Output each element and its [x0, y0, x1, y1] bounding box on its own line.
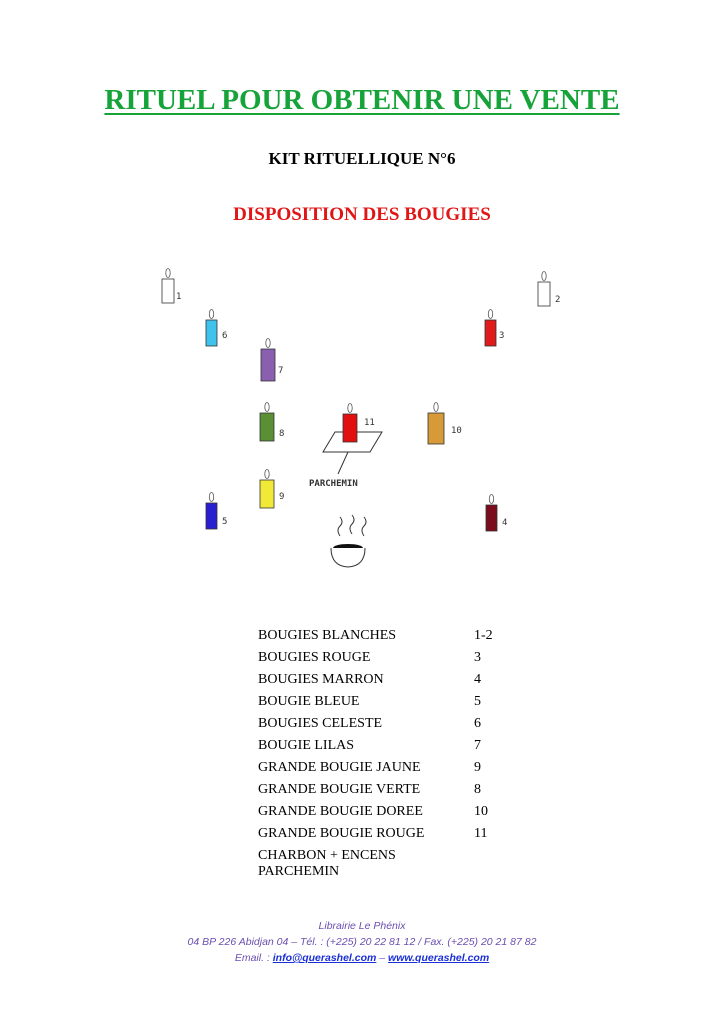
legend-number: 3 — [474, 650, 481, 665]
candle-number-label: 4 — [502, 518, 508, 528]
legend-number: 7 — [474, 738, 481, 753]
legend-row — [258, 647, 518, 669]
kit-subtitle: KIT RITUELLIQUE N°6 — [268, 149, 456, 168]
candle-body — [485, 320, 496, 346]
flame-icon — [265, 403, 269, 412]
candle-4 — [486, 495, 507, 532]
legend-number: 4 — [474, 672, 481, 687]
footer-email-prefix: Email. : — [234, 952, 273, 964]
legend-name: GRANDE BOUGIE DOREE — [258, 804, 423, 819]
candle-number-label: 3 — [499, 331, 505, 341]
flame-icon — [209, 493, 213, 502]
candle-body — [162, 279, 174, 303]
candle-6 — [206, 310, 227, 347]
candle-body — [260, 480, 274, 508]
candle-body — [486, 505, 497, 531]
footer-separator: – — [376, 952, 389, 964]
incense-bowl-icon — [331, 515, 366, 567]
candle-5 — [206, 493, 227, 530]
legend-number: 5 — [474, 694, 481, 709]
candle-11 — [343, 404, 375, 443]
legend-row — [258, 845, 518, 880]
document-title: RITUEL POUR OBTENIR UNE VENTE — [104, 84, 620, 116]
legend-number: 6 — [474, 716, 481, 731]
legend-name: BOUGIES CELESTE — [258, 716, 383, 731]
candle-7 — [261, 339, 283, 382]
candle-1 — [162, 269, 181, 304]
candle-number-label: 11 — [364, 418, 375, 428]
footer-contact — [0, 950, 724, 966]
parchment-label: PARCHEMIN — [309, 479, 358, 489]
legend-number — [408, 845, 452, 880]
legend-name: BOUGIES MARRON — [258, 672, 384, 687]
candle-body — [261, 349, 275, 381]
candle-9 — [260, 470, 284, 509]
flame-icon — [209, 310, 213, 319]
legend-number: 11 — [474, 826, 488, 841]
legend-name: CHARBON + ENCENS PARCHEMIN — [258, 848, 396, 879]
legend-name: BOUGIE BLEUE — [258, 694, 360, 709]
flame-icon — [542, 272, 546, 281]
candle-body — [206, 320, 217, 346]
email-link[interactable]: info@querashel.com — [272, 952, 377, 964]
flame-icon — [489, 495, 493, 504]
legend-row — [258, 735, 518, 757]
legend-number: 10 — [474, 804, 488, 819]
legend-name: GRANDE BOUGIE ROUGE — [258, 826, 425, 841]
candle-number-label: 1 — [176, 292, 182, 302]
legend-name: BOUGIES ROUGE — [258, 650, 371, 665]
candle-legend — [258, 625, 518, 880]
candle-number-label: 7 — [278, 366, 284, 376]
legend-name: BOUGIE LILAS — [258, 738, 355, 753]
candle-number-label: 9 — [279, 492, 285, 502]
candle-2 — [538, 272, 560, 307]
candle-body — [538, 282, 550, 306]
candle-body — [260, 413, 274, 441]
website-link[interactable]: www.querashel.com — [388, 952, 490, 964]
legend-row — [258, 757, 518, 779]
flame-icon — [266, 339, 270, 348]
legend-row — [258, 691, 518, 713]
legend-row — [258, 779, 518, 801]
flame-icon — [434, 403, 438, 412]
legend-row — [258, 669, 518, 691]
candle-body — [206, 503, 217, 529]
legend-number: 9 — [474, 760, 481, 775]
legend-name: GRANDE BOUGIE VERTE — [258, 782, 421, 797]
flame-icon — [348, 404, 352, 413]
flame-icon — [166, 269, 170, 278]
candle-body — [343, 414, 357, 442]
footer-address: 04 BP 226 Abidjan 04 – Tél. : (+225) 20 22 81 12 / Fax. (+225) 20 21 87 82 — [187, 936, 537, 948]
section-title: DISPOSITION DES BOUGIES — [233, 204, 491, 225]
flame-icon — [265, 470, 269, 479]
candle-10 — [428, 403, 462, 445]
candle-number-label: 2 — [555, 295, 561, 305]
candle-number-label: 5 — [222, 517, 228, 527]
candle-3 — [485, 310, 504, 347]
candle-body — [428, 413, 444, 444]
footer-publisher: Librairie Le Phénix — [318, 920, 406, 932]
legend-row — [258, 625, 518, 647]
legend-row — [258, 801, 518, 823]
legend-name: GRANDE BOUGIE JAUNE — [258, 760, 421, 775]
legend-name: BOUGIES BLANCHES — [258, 628, 397, 643]
legend-number: 8 — [474, 782, 481, 797]
flame-icon — [488, 310, 492, 319]
candle-8 — [260, 403, 284, 442]
legend-number: 1-2 — [474, 628, 493, 643]
footer — [0, 918, 724, 966]
candle-number-label: 8 — [279, 429, 285, 439]
candle-number-label: 6 — [222, 331, 228, 341]
legend-row — [258, 713, 518, 735]
candle-number-label: 10 — [451, 426, 462, 436]
parchment-pointer — [338, 452, 348, 474]
legend-row — [258, 823, 518, 845]
